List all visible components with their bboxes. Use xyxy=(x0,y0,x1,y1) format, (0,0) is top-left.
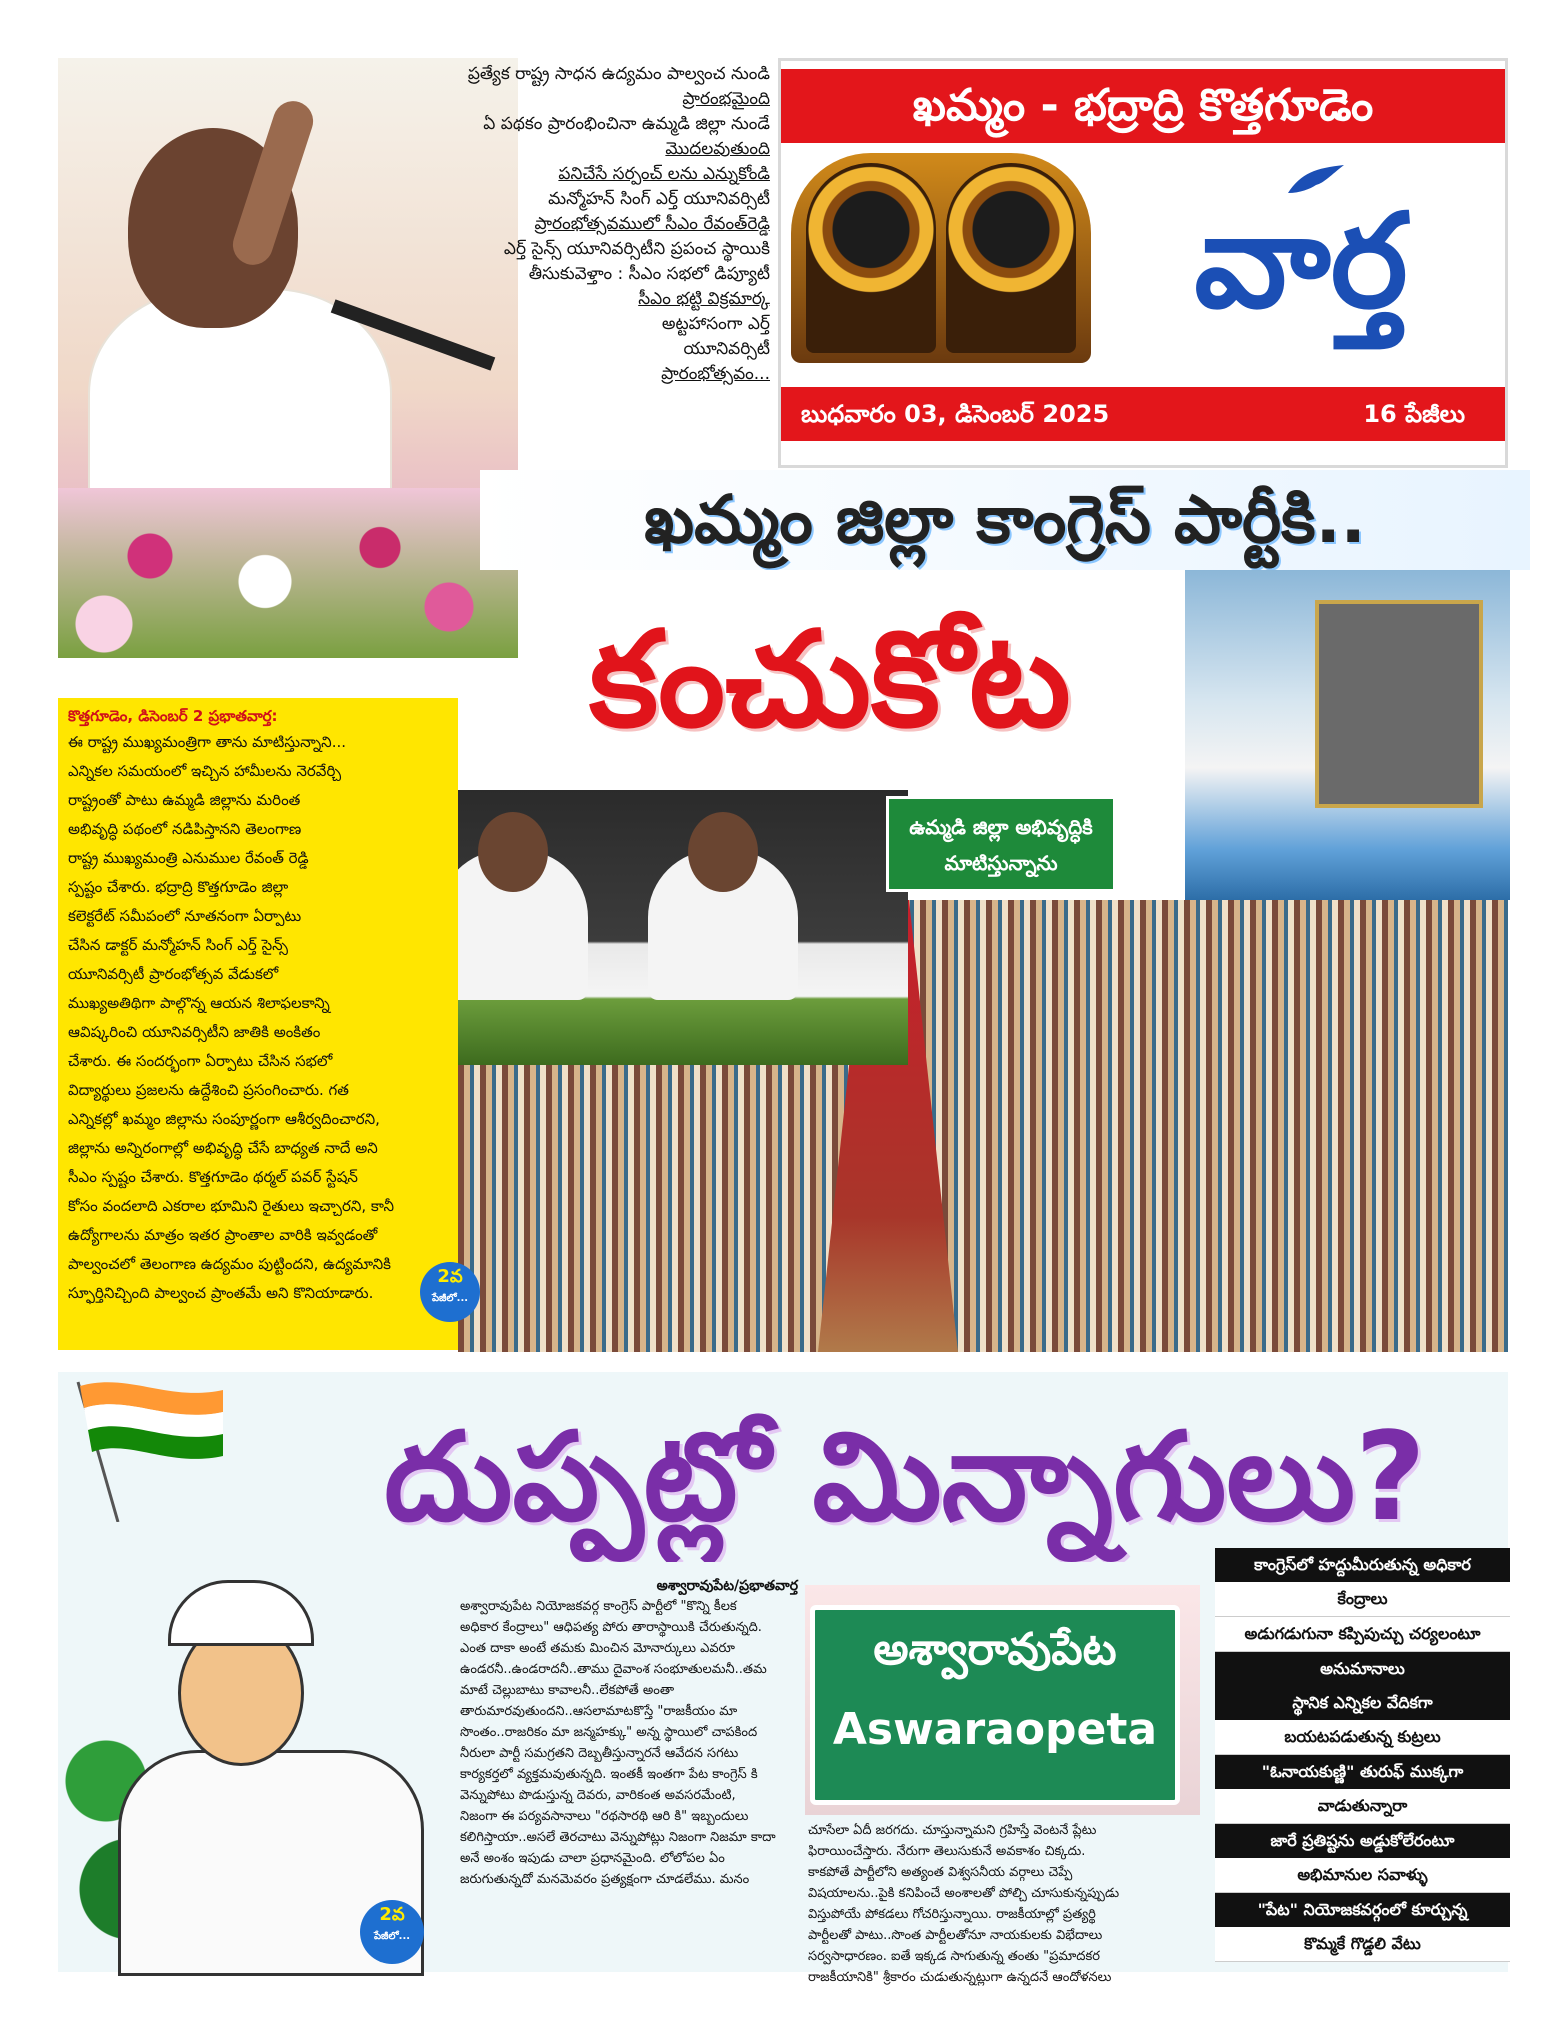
continued-label: పేజీలో... xyxy=(373,1931,411,1942)
lead-line: కోసం వందలాది ఎకరాల భూమిని రైతులు ఇచ్చారని, కానీ xyxy=(68,1197,394,1215)
sidebar-highlights-line: బయటపడుతున్న కుట్రలు xyxy=(1215,1720,1510,1755)
col2-line: విషయాలను..పైకి కనిపించే అంశాలతో పోల్చి చూసుకున్నప్పుడు xyxy=(808,1886,1120,1901)
top-bullets-line: ఎర్త్ సైన్స్ యూనివర్సిటీని ప్రపంచ స్థాయికి xyxy=(503,239,770,259)
top-bullets-line: ప్రత్యేక రాష్ట్ర సాధన ఉద్యమం పాల్వంచ నుండి xyxy=(467,64,770,84)
top-bullets-line: తీసుకువెళ్తాం : సీఎం సభలో డిప్యూటీ xyxy=(528,264,770,284)
lead-line: స్ఫూర్తినిచ్చింది పాల్వంచ ప్రాంతమే అని కొనియాడారు. xyxy=(68,1284,374,1302)
lead-line: చేసిన డాక్టర్ మన్మోహన్ సింగ్ ఎర్త్ సైన్స్ xyxy=(68,936,288,954)
col1-line: అనే అంశం ఇపుడు చాలా ప్రధానమైంది. లోలోపల ఏం xyxy=(460,1851,725,1866)
lead-line: ఎన్నికల సమయంలో ఇచ్చిన హామీలను నెరవేర్చి xyxy=(68,762,342,780)
sidebar-highlights-line: అభిమానుల సవాళ్ళు xyxy=(1215,1858,1510,1893)
lead-line: ఉద్యోగాలను మాత్రం ఇతర ప్రాంతాల వారికి ఇవ్వడంతో xyxy=(68,1226,378,1244)
second-headline: దుప్పట్లో మిన్నాగులు? xyxy=(384,1406,1426,1548)
place-signboard-photo xyxy=(805,1585,1200,1815)
col1-line: నీరులా పార్టీ సమగ్రతని దెబ్బతీస్తున్నారనే ఆవేదన సగటు xyxy=(460,1746,739,1761)
col1-line: మాటే చెల్లుబాటు కావాలనీ..లేకపోతే అంతా xyxy=(460,1683,675,1698)
col1-line: నిజంగా ఈ పర్యవసానాలు "రథసారథి ఆరి కి" ఇబ్బందులు xyxy=(460,1809,749,1824)
lead-line: అభివృద్ధి పథంలో నడిపిస్తానని తెలంగాణ xyxy=(68,820,302,838)
continued-badge[interactable] xyxy=(420,1262,480,1322)
page-count: 16 పేజీలు xyxy=(1363,400,1465,428)
second-paragraph-2 xyxy=(808,1820,1208,1988)
date-bar xyxy=(781,387,1505,441)
top-bullets-line: ప్రారంభమైంది xyxy=(682,89,770,109)
sidebar-highlights-line: కొమ్మకే గొడ్డలి వేటు xyxy=(1215,1927,1510,1962)
col1-line: అశ్వారావుపేట నియోజకవర్గ కాంగ్రెస్ పార్టీలో "కొన్ని కీలక xyxy=(460,1599,737,1614)
lead-article-body xyxy=(58,698,458,1350)
sidebar-highlights-line: జారే ప్రతిష్టను అడ్డుకోలేరంటూ xyxy=(1215,1824,1510,1858)
sidebar-highlights-line: అనుమానాలు xyxy=(1215,1652,1510,1686)
lead-line: చేశారు. ఈ సందర్భంగా ఏర్పాటు చేసిన సభలో xyxy=(68,1052,333,1070)
lead-line: కలెక్టరేట్ సమీపంలో నూతనంగా ఏర్పాటు xyxy=(68,907,302,925)
lead-dateline: కొత్తగూడెం, డిసెంబర్ 2 ప్రభాతవార్త: xyxy=(68,707,278,725)
lead-line: విద్యార్థులు ప్రజలను ఉద్దేశించి ప్రసంగించారు. గత xyxy=(68,1081,349,1099)
top-bullets-line: పనిచేసే సర్పంచ్ లను ఎన్నుకోండి xyxy=(558,164,770,184)
issue-date: బుధవారం 03, డిసెంబర్ 2025 xyxy=(801,400,1110,428)
lead-line: ఈ రాష్ట్ర ముఖ్యమంత్రిగా తాను మాటిస్తున్నాని... xyxy=(68,733,346,751)
second-dateline: అశ్వారావుపేట/ప్రభాతవార్త xyxy=(656,1578,798,1594)
continued-badge-2[interactable] xyxy=(360,1900,424,1964)
district-edition-bar: ఖమ్మం - భద్రాద్రి కొత్తగూడెం xyxy=(781,69,1505,143)
col1-line: జరుగుతున్నదో మనమెవరం ప్రత్యక్షంగా చూడలేము. మనం xyxy=(460,1872,750,1887)
sidebar-highlights-line: వాడుతున్నారా xyxy=(1215,1789,1510,1824)
lead-line: ఎన్నికల్లో ఖమ్మం జిల్లాను సంపూర్ణంగా ఆశీర్వదించారని, xyxy=(68,1110,380,1128)
col2-line: ఫిరాయించేస్తారు. నేరుగా తెలుసుకునే అవకాశం చిక్కదు. xyxy=(808,1844,1086,1859)
col1-line: అధికార కేంద్రాలు" ఆధిపత్య పోరు తారాస్థాయికి చేరుతున్నది. xyxy=(460,1620,762,1635)
col1-line: ఉండరనీ..ఉండరాదనీ..తాము దైవాంశ సంభూతులమనీ..తమ xyxy=(460,1662,767,1677)
sign-telugu: అశ్వారావుపేట xyxy=(873,1624,1117,1675)
col2-line: సర్వసాధారణం. ఐతే ఇక్కడ సాగుతున్న తంతు "ప్రమాదకర xyxy=(808,1949,1100,1964)
lead-line: రాష్ట్రంతో పాటు ఉమ్మడి జిల్లాను మరింత xyxy=(68,791,301,809)
sidebar-highlights-line: "ఓనాయకుణ్ణి" తురుఫ్ ముక్కగా xyxy=(1215,1755,1510,1789)
top-bullets-line: మన్మోహన్ సింగ్ ఎర్త్ యూనివర్సిటీ xyxy=(548,189,770,209)
top-bullets-line: ప్రారంభోత్సవములో సీఎం రేవంత్‌రెడ్డి xyxy=(534,214,770,234)
col2-line: చూసేలా ఏదీ జరగదు. చూస్తున్నామని గ్రహిస్తే వెంటనే ప్లేటు xyxy=(808,1823,1097,1838)
lead-line: జిల్లాను అన్నిరంగాల్లో అభివృద్ధి చేసే బాధ్యత నాదే అని xyxy=(68,1139,378,1157)
continued-page: 2వ xyxy=(379,1904,405,1925)
newspaper-logo: వార్త xyxy=(1194,185,1408,337)
top-bullets-line: మొదలవుతుంది xyxy=(665,139,770,159)
sidebar-highlights-line: "పేట" నియోజకవర్గంలో కూర్చున్న xyxy=(1215,1893,1510,1927)
callout-line: మాటిస్తున్నాను xyxy=(944,851,1058,875)
col1-line: వెన్నుపోటు పొడుస్తున్న దెవరు, వారికంత అవసరమేంటి, xyxy=(460,1788,736,1803)
top-bullets-line: అట్టహాసంగా ఎర్త్ xyxy=(661,314,770,334)
lead-line: యూనివర్సిటీ ప్రారంభోత్సవ వేడుకలో xyxy=(68,965,279,983)
quote-callout xyxy=(886,796,1116,892)
deity-image xyxy=(791,153,1091,363)
lead-headline: కంచుకోట xyxy=(589,603,1071,757)
lead-line: పాల్వంచలో తెలంగాణ ఉద్యమం పుట్టిందని, ఉద్యమానికి xyxy=(68,1255,392,1273)
sidebar-highlights-line: అడుగడుగునా కప్పిపుచ్చు చర్యలంటూ xyxy=(1215,1617,1510,1652)
top-highlights-list xyxy=(430,62,770,387)
sidebar-highlights-line: కేంద్రాలు xyxy=(1215,1582,1510,1617)
lead-line: ముఖ్యఅతిథిగా పాల్గొన్న ఆయన శిలాఫలకాన్ని xyxy=(68,994,330,1012)
top-bullets-line: ఏ పథకం ప్రారంభించినా ఉమ్మడి జిల్లా నుండే xyxy=(483,114,770,134)
lead-line: సీఎం స్పష్టం చేశారు. కొత్తగూడెం థర్మల్ పవర్ స్టేషన్ xyxy=(68,1168,358,1186)
col1-line: ఎంత దాకా అంటే తమకు మించిన మోనార్కులు ఎవరూ xyxy=(460,1641,735,1656)
lead-line: ఆవిష్కరించి యూనివర్సిటీని జాతికి అంకితం xyxy=(68,1023,321,1041)
lead-kicker: ఖమ్మం జిల్లా కాంగ్రెస్ పార్టీకి.. xyxy=(480,470,1530,570)
second-article-col2 xyxy=(808,1820,1208,1988)
sidebar-highlights-line: స్థానిక ఎన్నికల వేదికగా xyxy=(1215,1686,1510,1720)
second-paragraph xyxy=(460,1596,798,1890)
col2-line: కాకపోతే పార్టీలోని అత్యంత విశ్వసనీయ వర్గాలు చెప్పే xyxy=(808,1865,1073,1880)
top-bullets-line: సీఎం భట్టి విక్రమార్క xyxy=(638,289,770,309)
col2-line: పార్టీలతో పాటు..సొంత పార్టీలతోనూ నాయకులకు విభేదాలు xyxy=(808,1928,1103,1943)
col2-line: రాజకీయానికి" శ్రీకారం చుడుతున్నట్లుగా ఉన్నదనే ఆందోళనలు xyxy=(808,1970,1112,1985)
second-article-col1 xyxy=(460,1576,798,1890)
inauguration-photo xyxy=(1185,570,1510,900)
top-bullets-line: ప్రారంభోత్సవం... xyxy=(661,364,770,384)
top-bullets-line: యూనివర్సిటీ xyxy=(683,339,770,359)
continued-page: 2వ xyxy=(437,1266,463,1287)
sidebar-highlights-line: కాంగ్రెస్‌లో హద్దుమీరుతున్న అధికార xyxy=(1215,1548,1510,1582)
lead-paragraph xyxy=(68,728,448,1308)
lead-line: రాష్ట్ర ముఖ్యమంత్రి ఎనుముల రేవంత్ రెడ్డి xyxy=(68,849,309,867)
col1-line: సొంతం..రాజరికం మా జన్మహక్కు" అన్న స్థాయిలో చాపకింద xyxy=(460,1725,758,1740)
col1-line: కార్యకర్తలో వ్యక్తమవుతున్నది. ఇంతకీ ఇంతగా పేట కాంగ్రెస్ కి xyxy=(460,1767,758,1782)
cartoon-illustration xyxy=(58,1500,498,1970)
lead-line: స్పష్టం చేశారు. భద్రాద్రి కొత్తగూడెం జిల్లా xyxy=(68,878,289,896)
continued-label: పేజీలో... xyxy=(431,1293,469,1304)
callout-line: ఉమ్మడి జిల్లా అభివృద్ధికి xyxy=(909,815,1093,839)
sidebar-highlights xyxy=(1215,1548,1510,1962)
col2-line: విస్తుపోయే పోకడలు గోచరిస్తున్నాయి. రాజకీయాల్లో ప్రత్యర్థి xyxy=(808,1907,1096,1922)
sign-english: Aswaraopeta xyxy=(832,1704,1158,1755)
col1-line: తారుమారవుతుందని..ఆసలామాటకొస్తే "రాజకీయం మా xyxy=(460,1704,738,1719)
masthead xyxy=(778,58,1508,468)
col1-line: కలిగిస్తాయా..అసలే తెరచాటు వెన్నుపోట్లు నిజంగా నిజమా కాదా xyxy=(460,1830,776,1845)
